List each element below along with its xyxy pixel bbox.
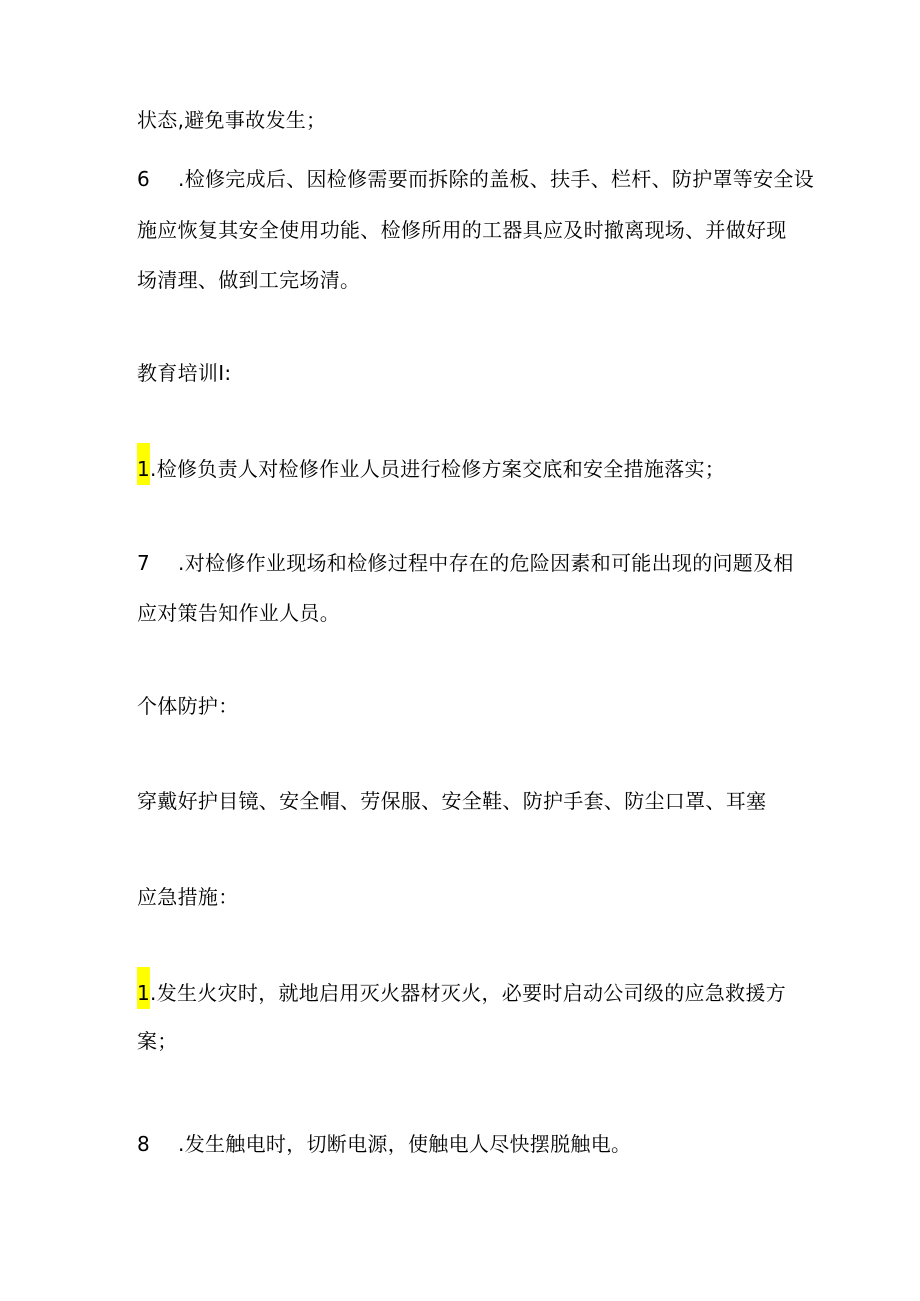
line-text: 状态,避免事故发生； — [137, 108, 327, 132]
line-text: .检修完成后、因检修需要而拆除的盖板、扶手、栏杆、防护罩等安全设 — [178, 167, 814, 191]
line-text: .对检修作业现场和检修过程中存在的危险因素和可能出现的问题及相 — [178, 551, 794, 575]
list-number-highlighted: 1 — [137, 967, 150, 1009]
text-line-8 — [137, 599, 340, 627]
line-text: 场清理、做到工完场清。 — [137, 268, 361, 292]
section-heading-protection — [137, 692, 239, 720]
text-line-1 — [137, 106, 326, 134]
text-line-2 — [137, 165, 814, 193]
text-line-7 — [137, 549, 794, 577]
text-line-6 — [137, 455, 725, 485]
heading-text: 个体防护： — [137, 694, 239, 718]
line-text: .发生火灾时，就地启用灭火器材灭火，必要时启动公司级的应急救援方 — [150, 981, 786, 1005]
text-line-14 — [137, 1130, 631, 1158]
list-number: 7 — [137, 551, 151, 575]
line-text: .发生触电时，切断电源，使触电人尽快摆脱触电。 — [178, 1132, 632, 1156]
heading-text: 教育培训I: — [137, 361, 232, 385]
list-number: 6 — [137, 167, 151, 191]
text-line-13 — [137, 1027, 178, 1055]
text-line-12 — [137, 979, 786, 1009]
line-text: .检修负责人对检修作业人员进行检修方案交底和安全措施落实； — [150, 457, 726, 481]
line-text: 应对策告知作业人员。 — [137, 601, 340, 625]
list-number-highlighted: 1 — [137, 443, 150, 485]
section-heading-training — [137, 359, 231, 387]
heading-text: 应急措施： — [137, 885, 239, 909]
text-line-10 — [137, 787, 766, 815]
line-text: 施应恢复其安全使用功能、检修所用的工器具应及时撤离现场、并做好现 — [137, 218, 787, 242]
line-text: 穿戴好护目镜、安全帽、劳保服、安全鞋、防护手套、防尘口罩、耳塞 — [137, 789, 767, 813]
list-number: 8 — [137, 1132, 151, 1156]
text-line-3 — [137, 216, 787, 244]
section-heading-emergency — [137, 883, 239, 911]
line-text: 案； — [137, 1029, 178, 1053]
text-line-4 — [137, 266, 360, 294]
